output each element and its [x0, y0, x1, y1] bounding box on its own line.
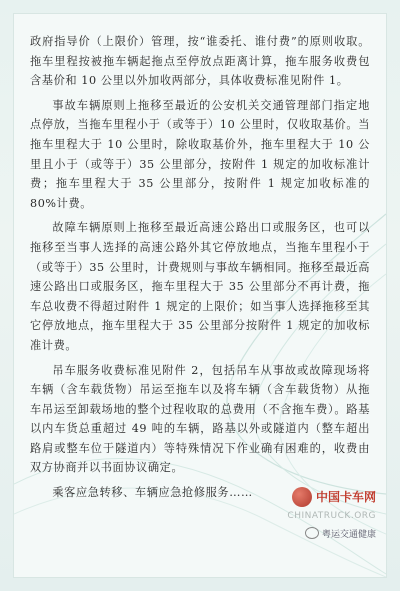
- paragraph-1: 政府指导价（上限价）管理，按“谁委托、谁付费”的原则收取。拖车里程按被拖车辆起拖点至停放点距离计算，拖车服务收费包含基价和 10 公里以外加收两部分，具体收费标准见附件 1。: [30, 35, 370, 88]
- paragraph-3: 故障车辆原则上拖移至最近高速公路出口或服务区，也可以拖移至当事人选择的高速公路外其它停放地点，当拖车里程小于（或等于）35 公里时，计费规则与事故车辆相同。拖移至最近高速公路出口或服务区，拖车里程大于 35 公里部分不再计费，拖车总收费不得超过附件 1 规定的上限价；如当事人选择拖移至其它停放地点，拖车里程大于 35 公里部分按附件 1 规定的加收标准计费。: [30, 221, 370, 352]
- watermark-logo-text: 中国卡车网: [315, 490, 376, 504]
- watermark-credit-text: 粤运交通健康: [321, 529, 376, 540]
- body-text: [30, 32, 370, 508]
- watermark: [256, 487, 376, 544]
- paragraph-5: 乘客应急转移、车辆应急抢修服务……: [52, 486, 253, 500]
- document-page: [14, 14, 386, 577]
- paragraph-2: 事故车辆原则上拖移至最近的公安机关交通管理部门指定地点停放，当拖车里程小于（或等于）10 公里时，仅收取基价。当拖车里程大于 10 公里时，除收取基价外，拖车里程大于 10 公里且小于（或等于）35 公里部分，按附件 1 规定的加收标准计费；拖车里程大于 35 公里部分，按附件 1 规定加收标准的 80%计费。: [30, 98, 370, 210]
- watermark-logo: [292, 487, 376, 507]
- watermark-site: CHINATRUCK.ORG: [287, 510, 376, 521]
- globe-icon: [292, 487, 312, 507]
- watermark-credit: [305, 527, 376, 540]
- paragraph-4: 吊车服务收费标准见附件 2，包括吊车从事故或故障现场将车辆（含车载货物）吊运至拖车以及将车辆（含车载货物）从拖车吊运至卸载场地的整个过程收取的总费用（不含拖车费）。路基以内车货总重超过 49 吨的车辆，路基以外或隧道内（整车超出路肩或整车位于隧道内）等特殊情况下作业确有困难的，收费由双方协商并以书面协议确定。: [30, 363, 370, 475]
- wechat-icon: [305, 527, 319, 539]
